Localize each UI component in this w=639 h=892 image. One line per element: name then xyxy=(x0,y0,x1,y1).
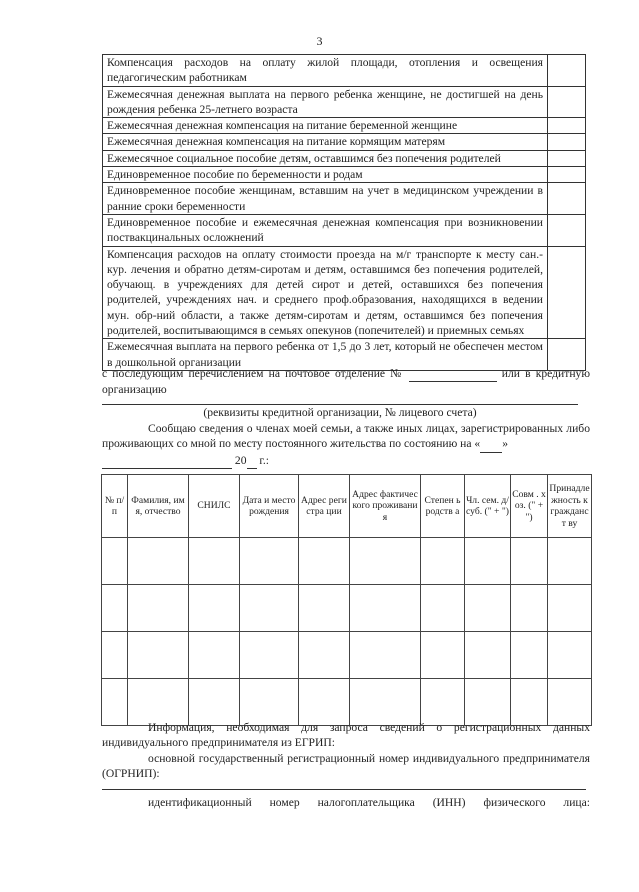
family-column-header: Адрес регистра ции xyxy=(299,475,350,538)
quote-close: » xyxy=(502,437,509,451)
ogrnip-field[interactable] xyxy=(102,789,586,790)
benefit-row xyxy=(103,150,586,166)
family-cell[interactable] xyxy=(102,538,128,585)
family-cell[interactable] xyxy=(299,679,350,726)
family-cell[interactable] xyxy=(189,632,240,679)
benefit-check-cell[interactable] xyxy=(548,150,586,166)
benefit-check-cell[interactable] xyxy=(548,134,586,150)
benefit-label: Ежемесячная денежная компенсация на питание кормящим матерям xyxy=(103,134,548,150)
benefit-check-cell[interactable] xyxy=(548,118,586,134)
family-cell[interactable] xyxy=(102,585,128,632)
family-cell[interactable] xyxy=(189,585,240,632)
benefit-check-cell[interactable] xyxy=(548,246,586,339)
benefit-label: Единовременное пособие и ежемесячная денежная компенсация при возникновении поствакцинальных осложнений xyxy=(103,214,548,246)
family-column-header: Чл. сем. д/суб. (" + ") xyxy=(465,475,511,538)
family-cell[interactable] xyxy=(102,632,128,679)
family-table-header xyxy=(102,475,592,538)
family-intro-text: Сообщаю сведения о членах моей семьи, а также иных лицах, зарегистрированных либо проживающих со мной по месту постоянного жительства по состоянию на xyxy=(102,422,590,451)
family-row xyxy=(102,679,592,726)
family-row xyxy=(102,538,592,585)
benefit-label: Ежемесячная денежная компенсация на питание беременной женщине xyxy=(103,118,548,134)
family-cell[interactable] xyxy=(350,679,421,726)
family-cell[interactable] xyxy=(421,585,465,632)
quote-open: « xyxy=(474,437,481,451)
benefit-label: Ежемесячное социальное пособие детям, оставшимся без попечения родителей xyxy=(103,150,548,166)
family-cell[interactable] xyxy=(465,585,511,632)
family-cell[interactable] xyxy=(240,679,299,726)
family-cell[interactable] xyxy=(350,585,421,632)
family-cell[interactable] xyxy=(511,585,548,632)
benefit-label: Ежемесячная выплата на первого ребенка от 1,5 до 3 лет, который не обеспечен местом в дошкольной организации xyxy=(103,339,548,371)
family-column-header: Дата и место рождения xyxy=(240,475,299,538)
family-cell[interactable] xyxy=(511,679,548,726)
family-cell[interactable] xyxy=(548,585,592,632)
benefit-check-cell[interactable] xyxy=(548,214,586,246)
family-cell[interactable] xyxy=(128,679,189,726)
family-cell[interactable] xyxy=(548,679,592,726)
credit-org-caption: (реквизиты кредитной организации, № лицевого счета) xyxy=(203,406,477,419)
egrip-intro: Информация, необходимая для запроса сведений о регистрационных данных индивидуального предпринимателя из ЕГРИП: xyxy=(102,721,590,750)
family-cell[interactable] xyxy=(299,585,350,632)
benefit-row xyxy=(103,55,586,87)
post-office-number-field[interactable] xyxy=(409,366,497,382)
family-cell[interactable] xyxy=(421,632,465,679)
family-cell[interactable] xyxy=(465,538,511,585)
family-members-table xyxy=(101,474,592,726)
benefit-row xyxy=(103,214,586,246)
family-cell[interactable] xyxy=(240,585,299,632)
day-field[interactable] xyxy=(480,436,502,452)
family-cell[interactable] xyxy=(465,679,511,726)
benefit-check-cell[interactable] xyxy=(548,86,586,118)
inn-label: идентификационный номер налогоплательщика (ИНН) физического лица: xyxy=(148,796,590,809)
family-cell[interactable] xyxy=(350,632,421,679)
benefit-check-cell[interactable] xyxy=(548,55,586,87)
family-cell[interactable] xyxy=(465,632,511,679)
benefit-label: Единовременное пособие по беременности и родам xyxy=(103,167,548,183)
transfer-text xyxy=(102,366,590,398)
family-cell[interactable] xyxy=(189,679,240,726)
family-cell[interactable] xyxy=(189,538,240,585)
family-cell[interactable] xyxy=(102,679,128,726)
family-cell[interactable] xyxy=(128,585,189,632)
benefit-label: Компенсация расходов на оплату стоимости проезда на м/г транспорте к месту сан.-кур. лечения и обратно детям-сиротам и детям, оставшимся без попечения родителей, обучающ. в учреждениях для детей сирот и детей, оставшихся без попечения родителей, учреждениях нач. и среднего проф.образования, находящихся в ведении мун. обр-ний области, а также детям-сиротам и детям, оставшимся без попечения родителей, воспитывающимся в семьях опекунов (попечителей) и приемных семьях xyxy=(103,246,548,339)
family-row xyxy=(102,585,592,632)
family-cell[interactable] xyxy=(240,632,299,679)
family-column-header: Степен ь родств а xyxy=(421,475,465,538)
benefit-check-cell[interactable] xyxy=(548,167,586,183)
benefit-row xyxy=(103,167,586,183)
family-cell[interactable] xyxy=(511,538,548,585)
family-cell[interactable] xyxy=(511,632,548,679)
family-cell[interactable] xyxy=(128,632,189,679)
benefit-row xyxy=(103,134,586,150)
benefit-label: Ежемесячная денежная выплата на первого ребенка женщине, не достигшей на день рождения ребенка 25-летнего возраста xyxy=(103,86,548,118)
month-field[interactable] xyxy=(102,453,232,469)
year-field[interactable] xyxy=(247,453,257,469)
family-cell[interactable] xyxy=(350,538,421,585)
transfer-text-before: с последующим перечислением на почтовое отделение № xyxy=(102,367,404,380)
family-cell[interactable] xyxy=(299,538,350,585)
family-cell[interactable] xyxy=(421,538,465,585)
benefit-row xyxy=(103,246,586,339)
family-cell[interactable] xyxy=(548,632,592,679)
benefit-row xyxy=(103,183,586,215)
family-column-header: Совм . хоз. (" + ") xyxy=(511,475,548,538)
family-cell[interactable] xyxy=(128,538,189,585)
family-cell[interactable] xyxy=(548,538,592,585)
family-column-header: Адрес фактического проживания xyxy=(350,475,421,538)
transfer-text-after: или в кредитную организацию xyxy=(102,367,590,397)
benefit-row xyxy=(103,86,586,118)
benefit-check-cell[interactable] xyxy=(548,183,586,215)
benefit-row xyxy=(103,118,586,134)
year-prefix: 20 xyxy=(234,453,247,467)
family-column-header: Принадле жность к гражданст ву xyxy=(548,475,592,538)
page-number: 3 xyxy=(316,34,323,48)
year-suffix: г.: xyxy=(259,453,269,467)
family-column-header: Фамилия, имя, отчество xyxy=(128,475,189,538)
ogrnip-label: основной государственный регистрационный номер индивидуального предпринимателя (ОГРНИП): xyxy=(102,752,590,781)
family-column-header: СНИЛС xyxy=(189,475,240,538)
family-cell[interactable] xyxy=(299,632,350,679)
benefits-table xyxy=(102,54,586,371)
family-cell[interactable] xyxy=(240,538,299,585)
benefit-label: Единовременное пособие женщинам, вставшим на учет в медицинском учреждении в ранние сроки беременности xyxy=(103,183,548,215)
family-row xyxy=(102,632,592,679)
family-cell[interactable] xyxy=(421,679,465,726)
family-column-header: № п/ п xyxy=(102,475,128,538)
family-intro xyxy=(102,421,590,469)
benefit-label: Компенсация расходов на оплату жилой площади, отопления и освещения педагогическим работникам xyxy=(103,55,548,87)
